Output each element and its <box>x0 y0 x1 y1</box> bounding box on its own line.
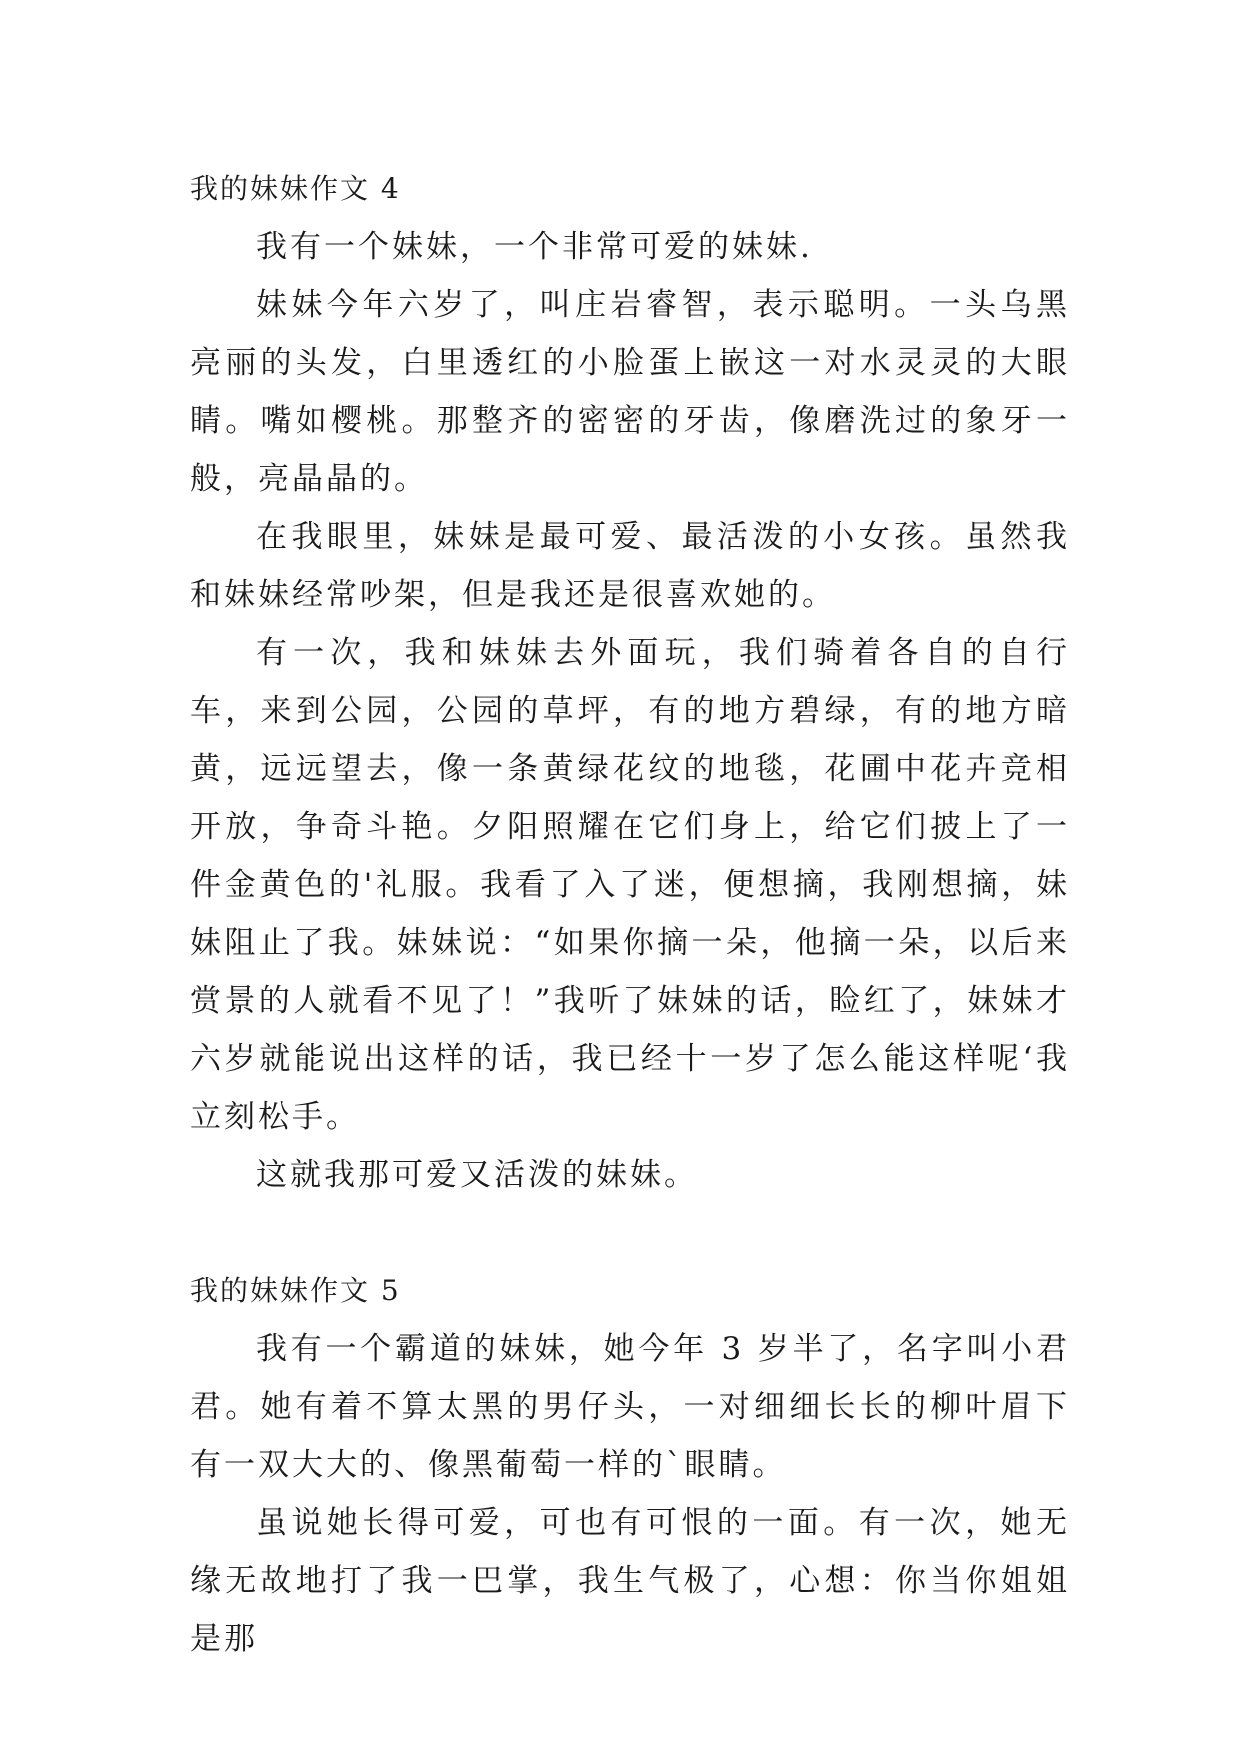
essay-title: 我的妹妹作文 4 <box>190 172 401 205</box>
document-content <box>190 160 1070 1668</box>
paragraph: 在我眼里，妹妹是最可爱、最活泼的小女孩。虽然我和妹妹经常吵架，但是我还是很喜欢她的。 <box>190 519 1070 613</box>
paragraph: 我有一个妹妹，一个非常可爱的妹妹. <box>256 229 813 265</box>
essay-5 <box>190 1262 1070 1668</box>
paragraph: 妹妹今年六岁了，叫庄岩睿智，表示聪明。一头乌黑亮丽的头发，白里透红的小脸蛋上嵌这一对水灵灵的大眼睛。嘴如樱桃。那整齐的密密的牙齿，像磨洗过的象牙一般，亮晶晶的。 <box>190 287 1070 497</box>
essay-title: 我的妹妹作文 5 <box>190 1274 401 1307</box>
essay-4 <box>190 160 1070 1204</box>
paragraph: 我有一个霸道的妹妹，她今年 3 岁半了，名字叫小君君。她有着不算太黑的男仔头，一对细细长长的柳叶眉下有一双大大的、像黑葡萄一样的`眼睛。 <box>190 1331 1070 1483</box>
paragraph: 这就我那可爱又活泼的妹妹。 <box>256 1157 698 1193</box>
paragraph: 虽说她长得可爱，可也有可恨的一面。有一次，她无缘无故地打了我一巴掌，我生气极了，心想：你当你姐姐是那 <box>190 1505 1070 1657</box>
paragraph: 有一次，我和妹妹去外面玩，我们骑着各自的自行车，来到公园，公园的草坪，有的地方碧绿，有的地方暗黄，远远望去，像一条黄绿花纹的地毯，花圃中花卉竞相开放，争奇斗艳。夕阳照耀在它们身上，给它们披上了一件金黄色的'礼服。我看了入了迷，便想摘，我刚想摘，妹妹阻止了我。妹妹说：“如果你摘一朵，他摘一朵，以后来赏景的人就看不见了！”我听了妹妹的话，睑红了，妹妹才六岁就能说出这样的话，我已经十一岁了怎么能这样呢‘我立刻松手。 <box>190 635 1070 1135</box>
